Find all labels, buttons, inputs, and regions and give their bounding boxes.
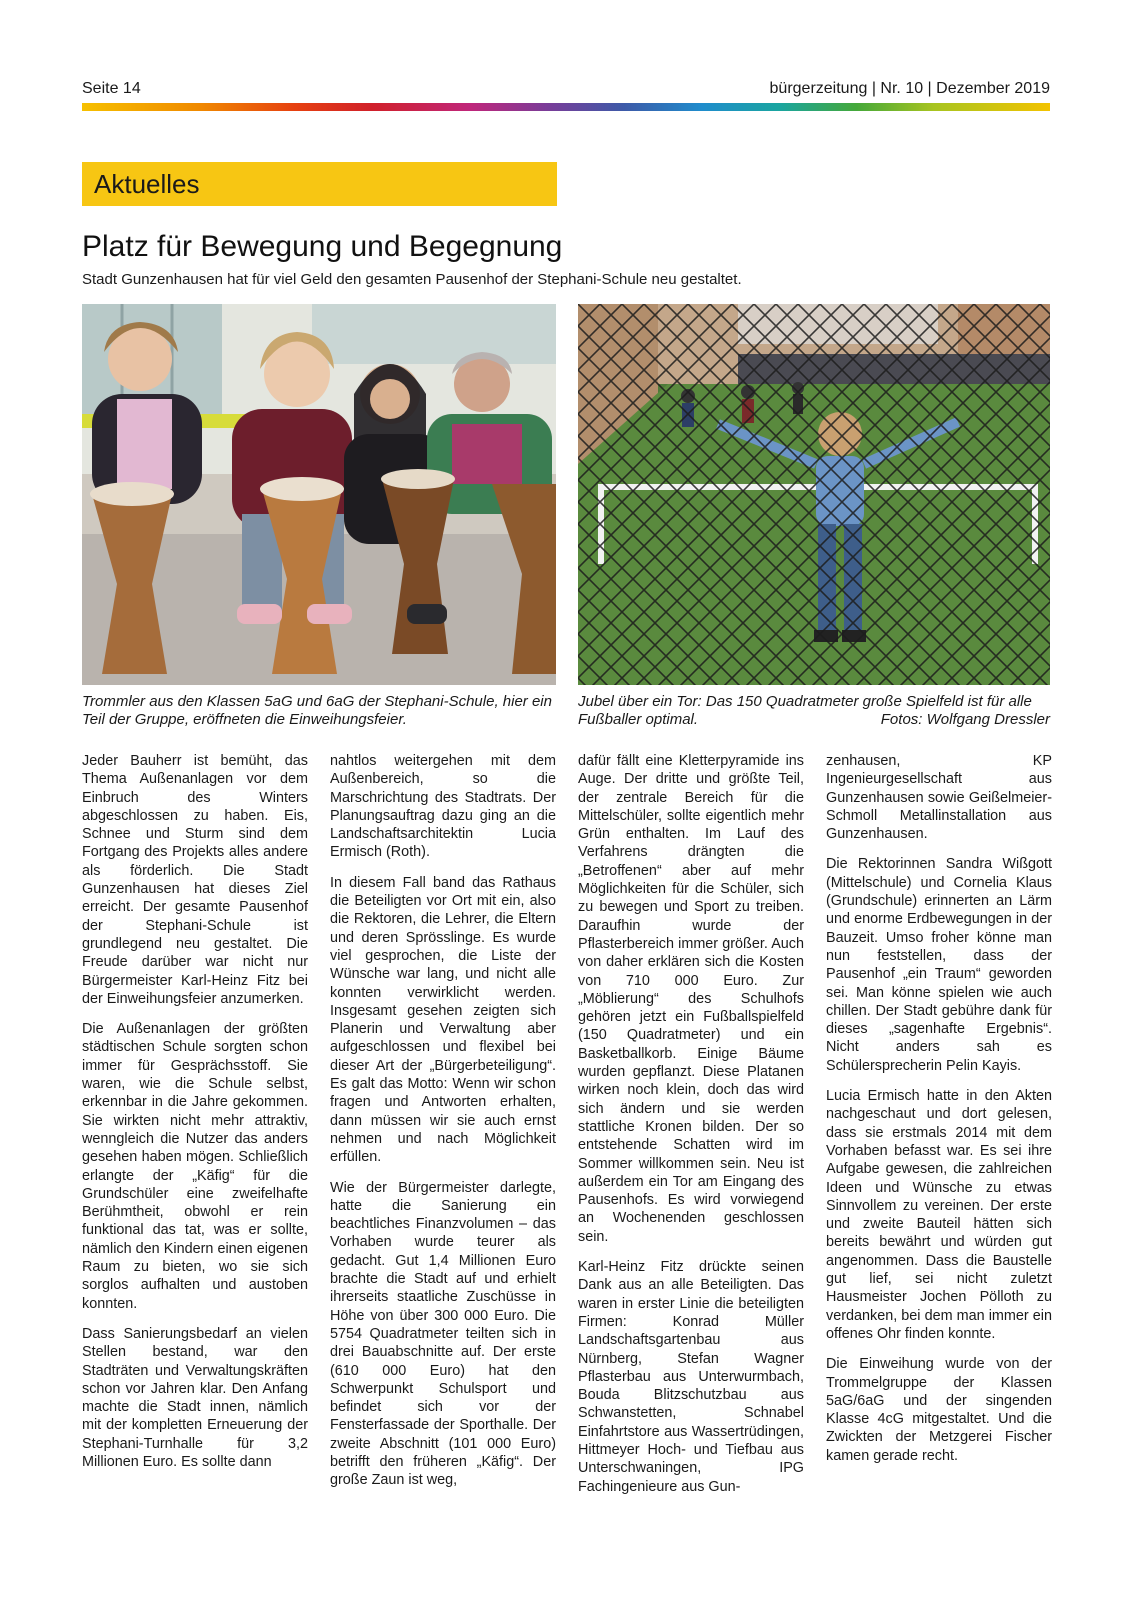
article-column-2 [330, 752, 556, 1502]
photo-credit: Fotos: Wolfgang Dressler [880, 711, 1050, 728]
paragraph: Die Rektorinnen Sandra Wißgott (Mittelschule) und Cornelia Klaus (Grundschule) erinnerten an Lärm und enorme Erdbewegungen in der Bauzeit. Umso froher könne man nun feststellen, dass der Pausenhof „ein Traum“ geworden sei. Man könne spielen wie auch chillen. Der Stadt gebühre dank für dieses „sagenhafte Ergebnis“. Nicht anders sah es Schülersprecherin Pelin Kayis. [826, 856, 1052, 1074]
caption-football-text: Jubel über ein Tor: Das 150 Quadratmeter große Spielfeld ist für alle Fußballer optimal. [578, 693, 1032, 728]
paragraph: Jeder Bauherr ist bemüht, das Thema Außenanlagen vor dem Einbruch des Winters abgeschlossen zu haben. Eis, Schnee und Sturm sind dem Fortgang des Projekts alles andere als förderlich. Die Stadt Gunzenhausen hat dieses Ziel erreicht. Der gesamte Pausenhof der Stephani-Schule ist grundlegend neu gestaltet. Die Freude darüber war nicht nur Bürgermeister Karl-Heinz Fitz bei der Einweihungsfeier anzumerken. [82, 753, 308, 1007]
caption-football [578, 693, 1050, 729]
paragraph: zenhausen, KP Ingenieurgesellschaft aus Gunzenhausen sowie Geißelmeier-Schmoll Metallinstallation aus Gunzenhausen. [826, 753, 1052, 843]
article-column-1 [82, 752, 308, 1483]
photo-drummers [82, 304, 556, 685]
article-title: Platz für Bewegung und Begegnung [82, 230, 563, 263]
page-number: Seite 14 [82, 80, 141, 97]
paragraph: In diesem Fall band das Rathaus die Beteiligten vor Ort mit ein, also die Rektoren, die Lehrer, die Eltern und deren Sprösslinge. Es wurde viel gesprochen, die Liste der Wünsche war lang, und nicht alle konnten verwirklicht werden. Insgesamt gesehen zeigten sich Planerin und Verwaltung aber aufgeschlossen und flexibel bei dieser Art der „Bürgerbeteiligung“. Es galt das Motto: Wenn wir schon fragen und Antworten erhalten, dann müssen wir sie auch ernst nehmen und nach Möglichkeit erfüllen. [330, 874, 556, 1166]
section-label: Aktuelles [82, 162, 557, 206]
paragraph: Karl-Heinz Fitz drückte seinen Dank aus an alle Beteiligten. Das waren in erster Linie die beteiligten Firmen: Konrad Müller Landschaftsgartenbau aus Nürnberg, Stefan Wagner Pflasterbau aus Unterwurmbach, Bouda Blitzschutzbau aus Schwanstetten, Schnabel Einfahrtstore aus Wassertrüdingen, Hittmeyer Hoch- und Tiefbau aus Unterschwaningen, IPG Fachingenieure aus Gun- [578, 1259, 804, 1495]
article-subtitle: Stadt Gunzenhausen hat für viel Geld den gesamten Pausenhof der Stephani-Schule neu gestaltet. [82, 271, 742, 288]
paragraph: Die Außenanlagen der größten städtischen Schule sorgten schon immer für Gesprächsstoff. Sie waren, wie die Schule selbst, erkennbar in die Jahre gekommen. Sie wirkten nicht mehr attraktiv, wenngleich die Nutzer das anders gesehen haben mögen. Schließlich erlangte der „Käfig“ für die Grundschüler eine zweifelhafte Berühmtheit, obwohl er rein funktional das tat, was er sollte, nämlich den Kindern einen eigenen Raum zu bieten, wo sie sich sorglos aufhalten und austoben konnten. [82, 1021, 308, 1312]
article-column-4 [826, 752, 1052, 1477]
paragraph: Wie der Bürgermeister darlegte, hatte die Sanierung ein beachtliches Finanzvolumen – das Vorhaben wurde teurer als gedacht. Gut 1,4 Millionen Euro brachte die Stadt auf und erhielt ihrerseits staatliche Zuschüsse in Höhe von über 300 000 Euro. Die 5754 Quadratmeter teilten sich in drei Bauabschnitte auf. Der erste (610 000 Euro) hat den Schwerpunkt Schulsport und befindet sich vor der Fensterfassade der Sporthalle. Der zweite Abschnitt (101 000 Euro) betrifft den früheren „Käfig“. Der große Zaun ist weg, [330, 1179, 556, 1489]
paragraph: Die Einweihung wurde von der Trommelgruppe der Klassen 5aG/6aG und der singenden Klasse 4cG mitgestaltet. Und die Zwickten der Metzgerei Fischer kamen gerade recht. [826, 1356, 1052, 1464]
paragraph: Dass Sanierungsbedarf an vielen Stellen bestand, war den Stadträten und Verwaltungskräften schon vor Jahren klar. Den Anfang machte die Stadt innen, nämlich mit der kompletten Erneuerung der Stephani-Turnhalle für 3,2 Millionen Euro. Es sollte dann [82, 1325, 308, 1470]
paragraph: nahtlos weitergehen mit dem Außenbereich, so die Marschrichtung des Stadtrats. Der Planungsauftrag dazu ging an die Landschaftsarchitektin Lucia Ermisch (Roth). [330, 753, 556, 861]
paragraph: Lucia Ermisch hatte in den Akten nachgeschaut und dort gelesen, dass sie erstmals 2014 mit dem Vorhaben befasst war. Es sei ihre Aufgabe gewesen, die zahlreichen Ideen und Wünsche zu etwas Sinnvollem zu vereinen. Der erste und zweite Bauteil hätten sich bereits bewährt und würden gut angenommen. Dass die Baustelle gut lief, sei nicht zuletzt Hausmeister Jochen Pölloth zu verdanken, bei dem man immer ein offenes Ohr finden konnte. [826, 1088, 1052, 1342]
publication-info: bürgerzeitung | Nr. 10 | Dezember 2019 [769, 80, 1050, 97]
caption-drummers: Trommler aus den Klassen 5aG und 6aG der Stephani-Schule, hier ein Teil der Gruppe, eröffneten die Einweihungsfeier. [82, 693, 552, 728]
article-column-3 [578, 752, 804, 1508]
photo-football-field [578, 304, 1050, 685]
rainbow-divider [82, 103, 1050, 111]
paragraph: dafür fällt eine Kletterpyramide ins Auge. Der dritte und größte Teil, der zentrale Bereich für die Mittelschüler, sollte eigentlich mehr Grün enthalten. Im Lauf des Verfahrens drängten die „Betroffenen“ aber auf mehr Möglichkeiten für die Schüler, sich zu bewegen und Sport zu treiben. Daraufhin wurde der Pflasterbereich immer größer. Auch von daher erklären sich die Kosten von 710 000 Euro. Zur „Möblierung“ des Schulhofs gehören jetzt ein Fußballspielfeld (150 Quadratmeter) und ein Basketballkorb. Einige Bäume wurden gepflanzt. Diese Platanen wirken noch klein, doch das wird sich ändern und sie werden stattliche Kronen bilden. Der so entstehende Schatten wird im Sommer willkommen sein. Neu ist außerdem ein Tor am Eingang des Pausenhofs. Es wird vorwiegend an Wochenenden geschlossen sein. [578, 753, 804, 1245]
